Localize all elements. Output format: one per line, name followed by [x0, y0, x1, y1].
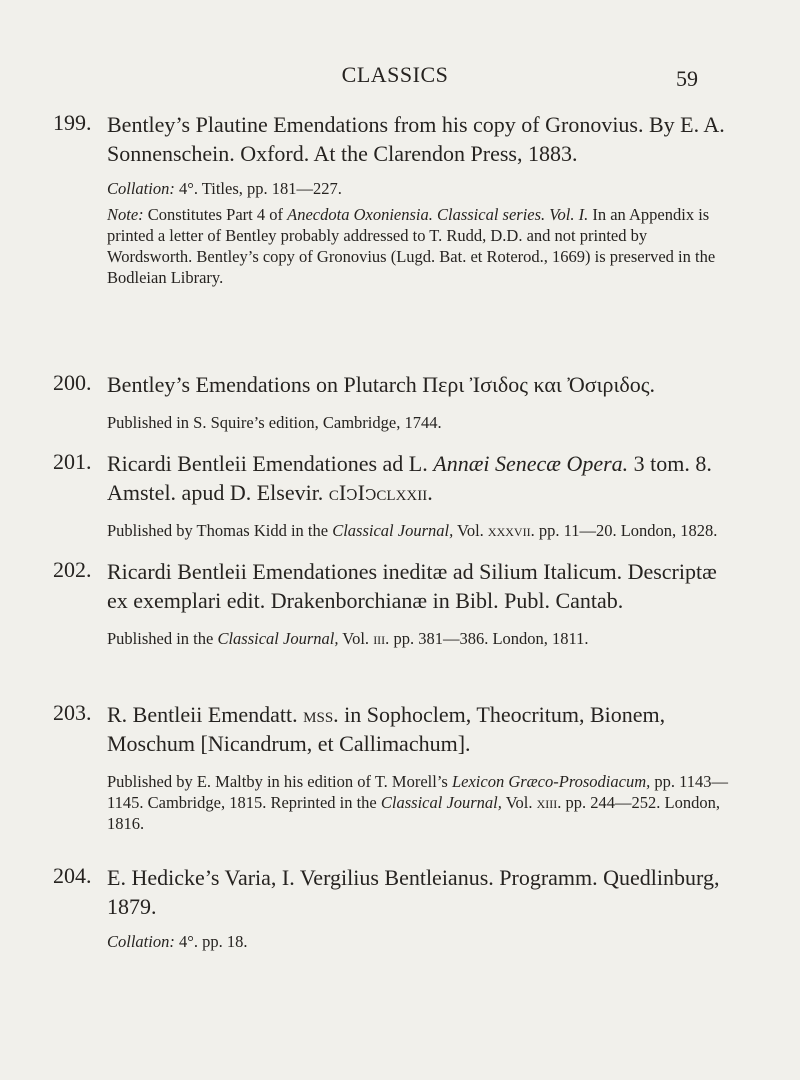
- note-paragraph: [107, 204, 732, 288]
- entry-title: [107, 370, 732, 399]
- collation-text: 4°. pp. 18.: [174, 932, 248, 951]
- note-text: Constitutes Part 4 of: [143, 205, 288, 224]
- manuscripts-abbrev: mss.: [303, 702, 339, 727]
- entry-title-text: Bentley’s Emendations on Plutarch Περι Ἰσιδος και Ὀσιριδος.: [107, 372, 656, 397]
- entry-title-text: Ricardi Bentleii Emendationes ad L.: [107, 451, 434, 476]
- publication-note: [107, 771, 732, 834]
- entry-body: [107, 110, 732, 288]
- publication-text: Published by Thomas Kidd in the: [107, 521, 333, 540]
- collation-line: [107, 931, 732, 952]
- entry-title: [107, 110, 732, 168]
- entry-title-text: Bentley’s Plautine Emendations from his copy of Gronovius. By E. A. Sonnenschein. Oxford. At the Clarendon Press, 1883.: [107, 112, 725, 166]
- publication-text: pp. 244—252. London, 1816.: [107, 793, 720, 833]
- publication-text: Vol.: [453, 521, 488, 540]
- entry-title-text: R. Bentleii Emendatt.: [107, 702, 304, 727]
- entry-title-text: 3 tom. 8. Amstel. apud D. Elsevir.: [107, 451, 712, 505]
- entry-title-text: E. Hedicke’s Varia, I. Vergilius Bentleianus. Programm. Quedlinburg, 1879.: [107, 865, 720, 919]
- journal-title: Classical Journal,: [332, 521, 454, 540]
- entry-body: [107, 700, 732, 834]
- entry-body: [107, 449, 732, 541]
- volume-numeral: iii.: [373, 629, 390, 648]
- entry-number: 204.: [53, 863, 92, 888]
- page-title: CLASSICS: [341, 62, 449, 87]
- note-italic: Anecdota Oxoniensia. Classical series. Vol. I.: [287, 205, 589, 224]
- journal-title: Classical Journal,: [217, 629, 339, 648]
- collation-label: Collation:: [107, 932, 175, 951]
- publication-text: Published in S. Squire’s edition, Cambridge, 1744.: [107, 413, 442, 432]
- entry-number: 200.: [53, 370, 92, 395]
- entry-number: 201.: [53, 449, 92, 474]
- publication-text: pp. 11—20. London, 1828.: [534, 521, 718, 540]
- publication-text: pp. 1143—1145. Cambridge, 1815. Reprinted in the: [107, 772, 729, 812]
- entry-number: 199.: [53, 110, 92, 135]
- publication-text: Vol.: [338, 629, 374, 648]
- volume-numeral: xxxvii.: [487, 521, 535, 540]
- entry-title: [107, 863, 732, 921]
- entry-title-text: Ricardi Bentleii Emendationes ineditæ ad Silium Italicum. Descriptæ ex exemplari edit. Drakenborchianæ in Bibl. Publ. Cantab.: [107, 559, 717, 613]
- lexicon-title: Lexicon Græco-Prosodiacum,: [451, 772, 651, 791]
- page-number: 59: [676, 66, 698, 91]
- publication-text: Published in the: [107, 629, 218, 648]
- entry-title: [107, 700, 732, 758]
- entry-body: [107, 863, 732, 952]
- collation-label: Collation:: [107, 179, 175, 198]
- publication-text: Published by E. Maltby in his edition of T. Morell’s: [107, 772, 452, 791]
- publication-note: [107, 412, 732, 433]
- entry-title: [107, 449, 732, 507]
- publication-note: [107, 520, 732, 541]
- entry-number: 202.: [53, 557, 92, 582]
- running-header: [0, 62, 800, 92]
- entry-number: 203.: [53, 700, 92, 725]
- entry-title: [107, 557, 732, 615]
- collation-line: [107, 178, 732, 199]
- publication-note: [107, 628, 732, 649]
- publication-text: pp. 381—386. London, 1811.: [389, 629, 589, 648]
- note-text: In an Appendix is printed a letter of Bentley probably addressed to T. Rudd, D.D. and not printed by Wordsworth. Bentley’s copy of Gronovius (Lugd. Bat. et Roterod., 1669) is preserved in the Bodleian Library.: [107, 205, 716, 287]
- journal-title: Classical Journal,: [380, 793, 502, 812]
- roman-numeral-date: cIↄIↄclxxii.: [328, 480, 433, 505]
- note-label: Note:: [107, 205, 144, 224]
- entry-title-text: in Sophoclem, Theocritum, Bionem, Moschum [Nicandrum, et Callimachum].: [107, 702, 666, 756]
- entry-body: [107, 557, 732, 649]
- volume-numeral: xiii.: [536, 793, 562, 812]
- entry-body: [107, 370, 732, 433]
- publication-text: Vol.: [501, 793, 537, 812]
- collation-text: 4°. Titles, pp. 181—227.: [174, 179, 342, 198]
- entry-title-italic: Annæi Senecæ Opera.: [433, 451, 629, 476]
